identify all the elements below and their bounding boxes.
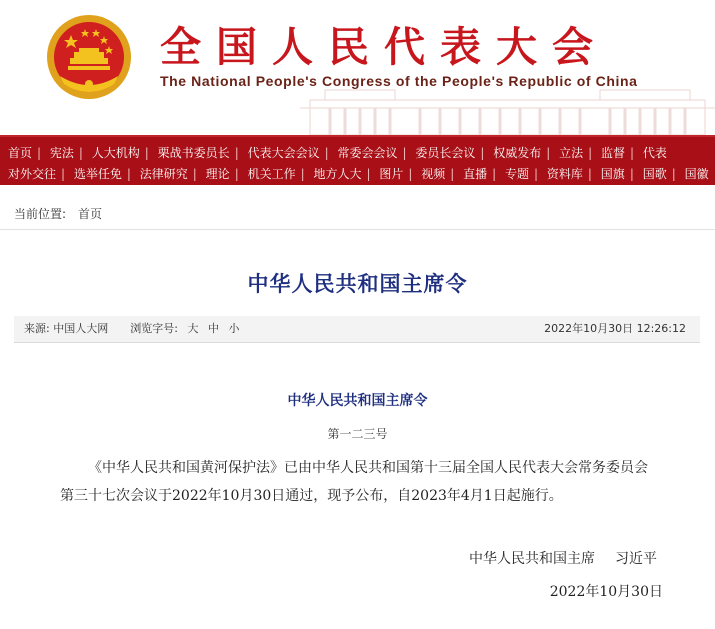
nav-item-foreign-affairs[interactable]: 对外交往 bbox=[8, 167, 57, 181]
nav-item-national-flag[interactable]: 国旗 bbox=[600, 167, 625, 181]
nav-divider: | bbox=[588, 146, 593, 160]
nav-item-database[interactable]: 资料库 bbox=[546, 167, 583, 181]
font-size-large-button[interactable]: 大 bbox=[187, 322, 199, 335]
signature-line bbox=[469, 548, 657, 568]
breadcrumb-label: 当前位置: bbox=[14, 207, 67, 221]
font-size-small-button[interactable]: 小 bbox=[228, 322, 240, 335]
nav-divider: | bbox=[234, 167, 239, 181]
nav-divider: | bbox=[366, 167, 371, 181]
nav-item-home[interactable]: 首页 bbox=[8, 146, 33, 160]
nav-item-supervision[interactable]: 监督 bbox=[601, 146, 626, 160]
nav-item-chairman[interactable]: 栗战书委员长 bbox=[157, 146, 230, 160]
signatory-title: 中华人民共和国主席 bbox=[469, 551, 595, 567]
breadcrumb-home-link[interactable]: 首页 bbox=[78, 207, 103, 221]
site-subtitle: The National People's Congress of the People's Republic of China bbox=[160, 73, 638, 89]
nav-item-releases[interactable]: 权威发布 bbox=[493, 146, 542, 160]
nav-item-live[interactable]: 直播 bbox=[463, 167, 488, 181]
font-size-medium-button[interactable]: 中 bbox=[207, 322, 219, 335]
nav-divider: | bbox=[546, 146, 551, 160]
source-label: 来源: bbox=[24, 322, 50, 335]
nav-item-elections[interactable]: 选举任免 bbox=[73, 167, 122, 181]
nav-divider: | bbox=[324, 146, 329, 160]
site-title: 全国人民代表大会 bbox=[160, 23, 608, 71]
nav-divider: | bbox=[37, 146, 42, 160]
nav-item-congress-sessions[interactable]: 代表大会会议 bbox=[247, 146, 320, 160]
nav-divider: | bbox=[534, 167, 539, 181]
great-hall-watermark bbox=[300, 86, 715, 135]
decree-body: 《中华人民共和国黄河保护法》已由中华人民共和国第十三届全国人民代表大会常务委员会第三十七次会议于2022年10月30日通过，现予公布，自2023年4月1日起施行。 bbox=[60, 460, 648, 504]
breadcrumb bbox=[14, 205, 102, 222]
nav-divider: | bbox=[450, 167, 455, 181]
nav-divider: | bbox=[234, 146, 239, 160]
nav-divider: | bbox=[300, 167, 305, 181]
source-value: 中国人大网 bbox=[53, 322, 109, 335]
nav-divider: | bbox=[587, 167, 592, 181]
article-meta-left bbox=[24, 316, 239, 342]
article-title: 中华人民共和国主席令 bbox=[247, 272, 468, 296]
nav-divider: | bbox=[408, 167, 413, 181]
signature-date: 2022年10月30日 bbox=[549, 584, 663, 600]
nav-item-local-congress[interactable]: 地方人大 bbox=[313, 167, 362, 181]
national-emblem-icon bbox=[46, 14, 132, 100]
decree-number: 第一二三号 bbox=[327, 427, 388, 441]
nav-item-chairmen-council[interactable]: 委员长会议 bbox=[415, 146, 476, 160]
nav-row-1 bbox=[8, 142, 667, 164]
nav-divider: | bbox=[61, 167, 66, 181]
nav-divider: | bbox=[480, 146, 485, 160]
nav-item-theory[interactable]: 理论 bbox=[205, 167, 230, 181]
nav-item-law-research[interactable]: 法律研究 bbox=[139, 167, 188, 181]
nav-item-deputies[interactable]: 代表 bbox=[642, 146, 667, 160]
nav-item-legislation[interactable]: 立法 bbox=[559, 146, 584, 160]
nav-row-2 bbox=[8, 163, 709, 185]
signatory-name: 习近平 bbox=[615, 551, 657, 567]
nav-divider: | bbox=[629, 167, 634, 181]
site-header bbox=[0, 0, 715, 135]
nav-divider: | bbox=[192, 167, 197, 181]
nav-divider: | bbox=[402, 146, 407, 160]
nav-divider: | bbox=[78, 146, 83, 160]
nav-item-agency-work[interactable]: 机关工作 bbox=[247, 167, 296, 181]
publish-datetime: 2022年10月30日 12:26:12 bbox=[544, 322, 686, 335]
nav-divider: | bbox=[144, 146, 149, 160]
nav-divider: | bbox=[492, 167, 497, 181]
nav-item-npc-organs[interactable]: 人大机构 bbox=[91, 146, 140, 160]
nav-item-national-anthem[interactable]: 国歌 bbox=[642, 167, 667, 181]
nav-item-topics[interactable]: 专题 bbox=[505, 167, 530, 181]
font-size-label: 浏览字号: bbox=[130, 322, 178, 335]
nav-item-constitution[interactable]: 宪法 bbox=[49, 146, 74, 160]
nav-item-standing-committee[interactable]: 常委会会议 bbox=[337, 146, 398, 160]
article-meta-bar bbox=[14, 316, 700, 343]
main-nav bbox=[0, 135, 715, 185]
decree-heading: 中华人民共和国主席令 bbox=[287, 393, 428, 409]
divider bbox=[0, 229, 715, 230]
nav-item-national-emblem[interactable]: 国徽 bbox=[684, 167, 709, 181]
nav-item-photos[interactable]: 图片 bbox=[379, 167, 404, 181]
nav-divider: | bbox=[126, 167, 131, 181]
nav-divider: | bbox=[671, 167, 676, 181]
nav-item-videos[interactable]: 视频 bbox=[421, 167, 446, 181]
nav-divider: | bbox=[630, 146, 635, 160]
